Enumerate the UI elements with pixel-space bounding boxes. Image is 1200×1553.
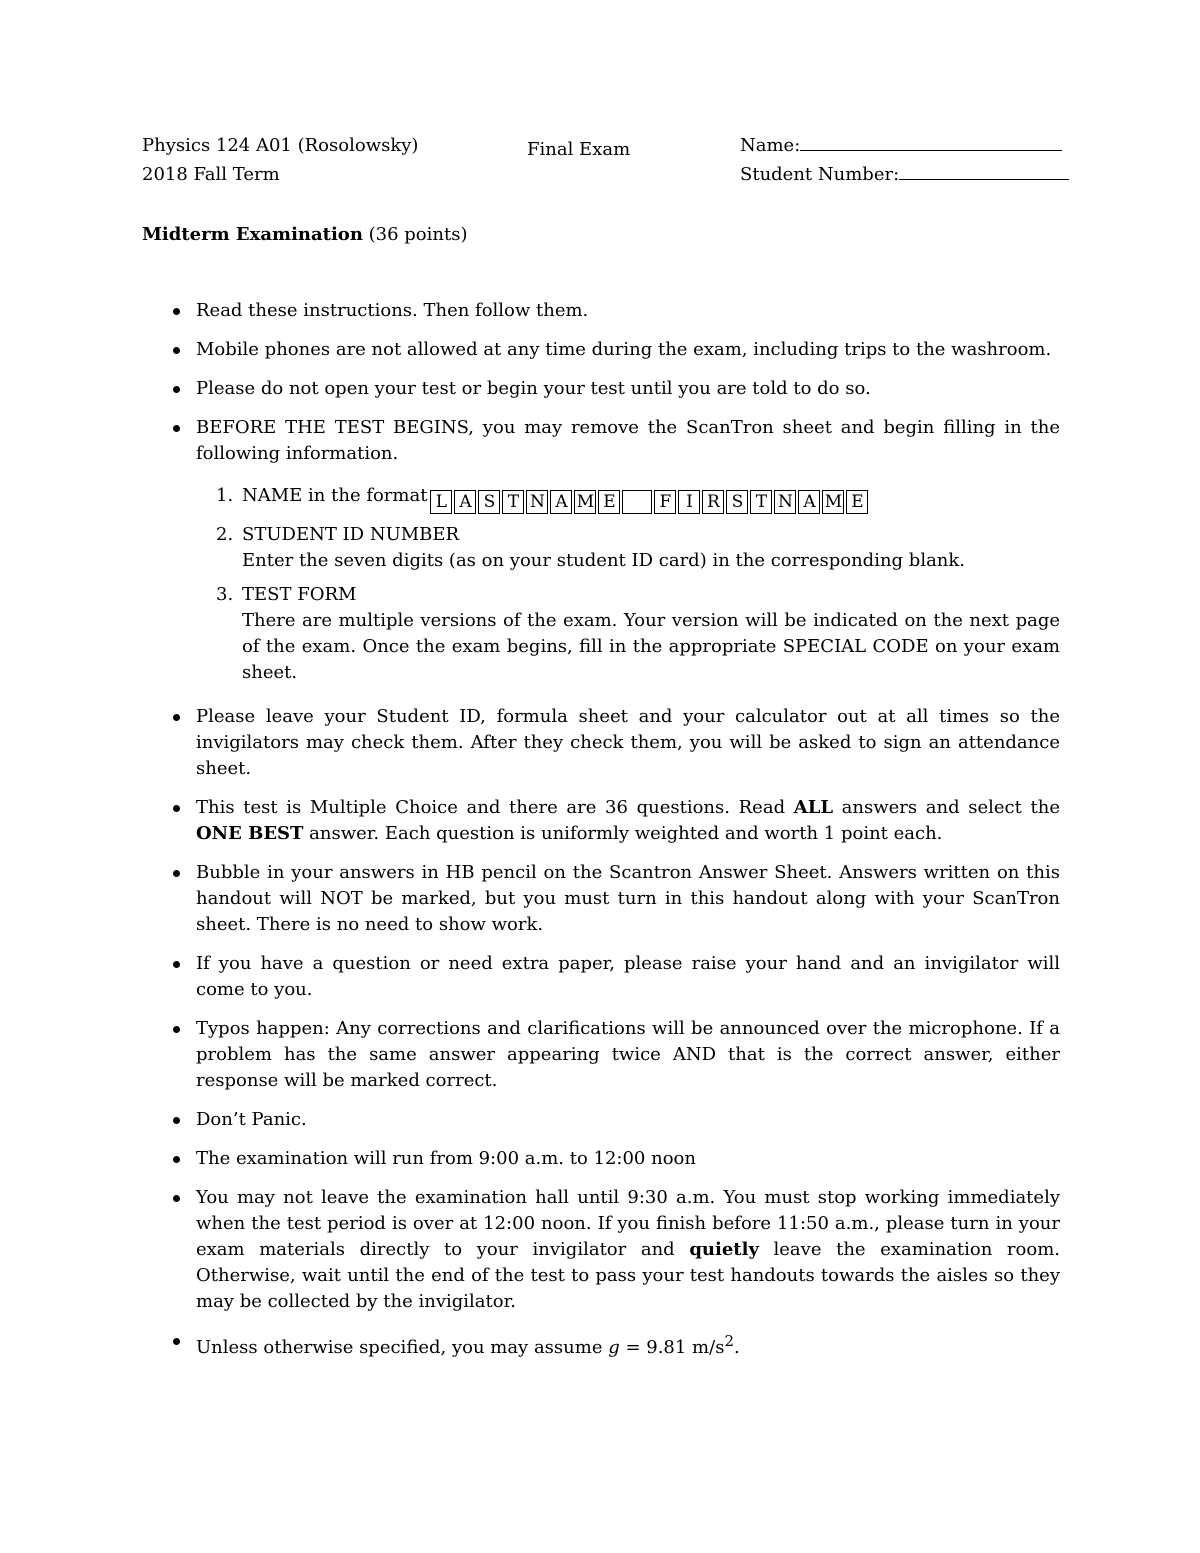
course-title: Physics 124 A01 (Rosolowsky): [142, 135, 419, 156]
instruction-item: Read these instructions. Then follow them.: [170, 298, 1060, 324]
name-label: Name:: [740, 135, 801, 156]
letter-box: E: [598, 490, 620, 514]
name-line: [740, 133, 1062, 159]
exam-title: Final Exam: [527, 139, 631, 160]
instruction-item: Bubble in your answers in HB pencil on the Scantron Answer Sheet. Answers written on this handout will NOT be marked, but you must turn in this handout along with your ScanTron sheet. There is no need to show work.: [170, 860, 1060, 938]
letter-box-blank: [622, 490, 652, 514]
letter-box: F: [654, 490, 676, 514]
name-blank[interactable]: [800, 150, 1062, 151]
step-student-id: 2. STUDENT ID NUMBER Enter the seven digits (as on your student ID card) in the corresponding blank.: [216, 524, 966, 571]
letter-box: R: [702, 490, 724, 514]
letter-box: E: [846, 490, 868, 514]
letter-box: A: [454, 490, 476, 514]
instruction-item: Mobile phones are not allowed at any time during the exam, including trips to the washroom.: [170, 337, 1060, 363]
instruction-item: The examination will run from 9:00 a.m. to 12:00 noon: [170, 1146, 1060, 1172]
letter-box: L: [430, 490, 452, 514]
section-title-bold: Midterm Examination: [142, 224, 363, 245]
instruction-item: Unless otherwise specified, you may assume g = 9.81 $m/s^2$.: [170, 1328, 1060, 1361]
section-title: [142, 222, 467, 248]
letter-box: M: [574, 490, 596, 514]
step-test-form: 3. TEST FORM There are multiple versions of the exam. Your version will be indicated on the next page of the exam. Once the exam begins, fill in the appropriate SPECIAL CODE on your exam sheet.: [216, 584, 1060, 683]
letter-box: T: [750, 490, 772, 514]
name-format-boxes: [430, 490, 868, 514]
instruction-item: Please leave your Student ID, formula sheet and your calculator out at all times so the invigilators may check them. After they check them, you will be asked to sign an attendance sheet.: [170, 704, 1060, 782]
scantron-steps: [196, 483, 1060, 686]
letter-box: A: [798, 490, 820, 514]
letter-box: N: [774, 490, 796, 514]
letter-box: T: [502, 490, 524, 514]
instruction-item: Don’t Panic.: [170, 1107, 1060, 1133]
instruction-item: This test is Multiple Choice and there are 36 questions. Read ALL answers and select the ONE BEST answer. Each question is uniformly weighted and worth 1 point each.: [170, 795, 1060, 847]
student-number-label: Student Number:: [740, 164, 900, 185]
instruction-item: BEFORE THE TEST BEGINS, you may remove the ScanTron sheet and begin filling in the following information. 1. NAME in the format L A S T N A M E F I R S T N A M E 2. STUDENT ID NUMBER Enter the seven digits (as on your student ID card) in the corresponding blank. 3. TEST FORM There are multiple versions of the exam. Your version will be indicated on the next page of the exam. Once the exam begins, fill in the appropriate SPECIAL CODE on your exam sheet.: [170, 415, 1060, 686]
term-label: 2018 Fall Term: [142, 164, 280, 185]
instruction-list: [170, 298, 1060, 1374]
instruction-item: Please do not open your test or begin your test until you are told to do so.: [170, 376, 1060, 402]
student-number-blank[interactable]: [899, 179, 1069, 180]
instruction-item: You may not leave the examination hall until 9:30 a.m. You must stop working immediately when the test period is over at 12:00 noon. If you finish before 11:50 a.m., please turn in your exam materials directly to your invigilator and quietly leave the examination room. Otherwise, wait until the end of the test to pass your test handouts towards the aisles so they may be collected by the invigilator.: [170, 1185, 1060, 1315]
letter-box: N: [526, 490, 548, 514]
step-name: 1. NAME in the format L A S T N A M E F I R S T N A M E: [196, 483, 1060, 514]
letter-box: M: [822, 490, 844, 514]
instruction-item: If you have a question or need extra paper, please raise your hand and an invigilator will come to you.: [170, 951, 1060, 1003]
letter-box: A: [550, 490, 572, 514]
section-title-points: (36 points): [362, 224, 468, 245]
instruction-item: Typos happen: Any corrections and clarifications will be announced over the microphone. If a problem has the same answer appearing twice AND that is the correct answer, either response will be marked correct.: [170, 1016, 1060, 1094]
letter-box: S: [726, 490, 748, 514]
letter-box: I: [678, 490, 700, 514]
letter-box: S: [478, 490, 500, 514]
student-number-line: [740, 162, 1069, 188]
